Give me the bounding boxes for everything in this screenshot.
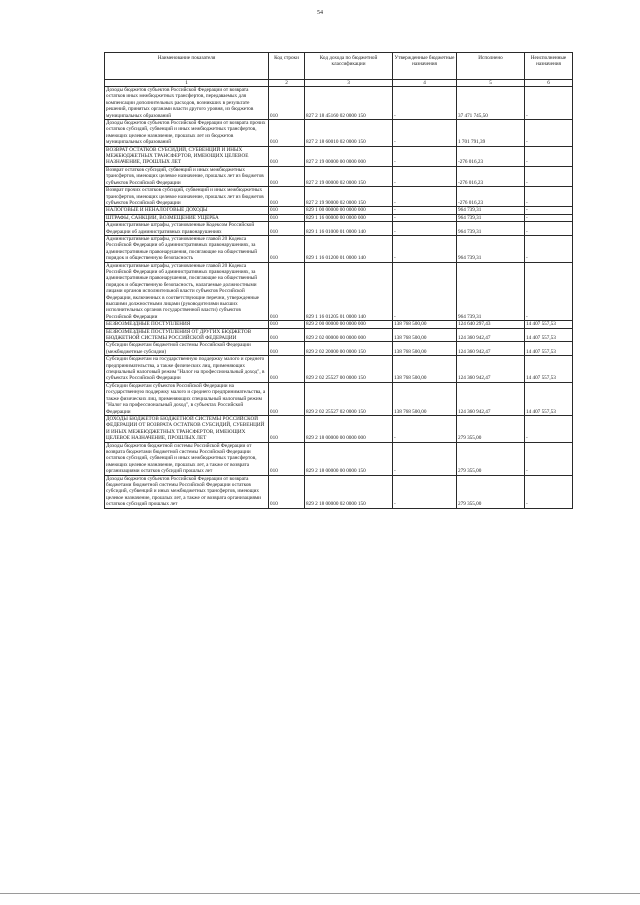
executed-cell: 964 739,31	[457, 235, 525, 262]
table-row	[105, 166, 573, 186]
unexecuted-cell: -	[525, 87, 573, 120]
indicator-name-cell: БЕЗВОЗМЕЗДНЫЕ ПОСТУПЛЕНИЯ	[105, 321, 269, 328]
unexecuted-cell: -	[525, 120, 573, 147]
line-code-cell: 010	[269, 262, 305, 321]
indicator-name-cell: БЕЗВОЗМЕЗДНЫЕ ПОСТУПЛЕНИЯ ОТ ДРУГИХ БЮДЖЕТОВ БЮДЖЕТНОЙ СИСТЕМЫ РОССИЙСКОЙ ФЕДЕРАЦИИ	[105, 328, 269, 342]
line-code-cell: 010	[269, 87, 305, 120]
line-code-cell: 010	[269, 166, 305, 186]
executed-cell: 279 355,00	[457, 442, 525, 475]
page-bottom-rule	[0, 893, 640, 894]
income-code-cell: 829 2 02 00000 00 0000 000	[305, 328, 393, 342]
line-code-cell: 010	[269, 222, 305, 236]
line-code-cell: 010	[269, 120, 305, 147]
indicator-name-cell: Доходы бюджетов субъектов Российской Федерации от возврата прочих остатков субсидий, субвенций и иных межбюджетных трансфертов, имеющих целевое назначение, прошлых лет из бюджетов муниципальных образований	[105, 120, 269, 147]
table-row	[105, 87, 573, 120]
column-number: 6	[525, 80, 573, 87]
indicator-name-cell: Доходы бюджетов бюджетной системы Российской Федерации от возврата бюджетами бюджетной системы Российской Федерации остатков субсидий, субвенций и иных межбюджетных трансфертов, имеющих целевое назначение, прошлых лет, а также от возврата организациями остатков субсидий прошлых лет	[105, 442, 269, 475]
unexecuted-cell: 14 407 557,53	[525, 382, 573, 415]
approved-cell: -	[393, 415, 457, 442]
indicator-name-cell: Доходы бюджетов субъектов Российской Федерации от возврата бюджетами бюджетной системы Российской Федерации остатков субсидий, субвенций и иных межбюджетных трансфертов, имеющих целевое назначение, прошлых лет, а также от возврата организациями остатков субсидий прошлых лет	[105, 475, 269, 508]
table-row	[105, 415, 573, 442]
executed-cell: 964 739,31	[457, 262, 525, 321]
executed-cell: -276 016,23	[457, 166, 525, 186]
approved-cell: -	[393, 442, 457, 475]
unexecuted-cell: -	[525, 166, 573, 186]
line-code-cell: 010	[269, 214, 305, 221]
line-code-cell: 010	[269, 382, 305, 415]
approved-cell: -	[393, 222, 457, 236]
executed-cell: 964 739,31	[457, 222, 525, 236]
table-row	[105, 146, 573, 166]
income-code-cell: 827 2 18 45160 02 0000 150	[305, 87, 393, 120]
table-row	[105, 235, 573, 262]
indicator-name-cell: ДОХОДЫ БЮДЖЕТОВ БЮДЖЕТНОЙ СИСТЕМЫ РОССИЙСКОЙ ФЕДЕРАЦИИ ОТ ВОЗВРАТА ОСТАТКОВ СУБСИДИЙ, СУБВЕНЦИЙ И ИНЫХ МЕЖБЮДЖЕТНЫХ ТРАНСФЕРТОВ, ИМЕЮЩИХ ЦЕЛЕВОЕ НАЗНАЧЕНИЕ, ПРОШЛЫХ ЛЕТ	[105, 415, 269, 442]
executed-cell: 964 739,31	[457, 214, 525, 221]
table-row	[105, 207, 573, 214]
header-unexecuted: Неисполненные назначения	[525, 53, 573, 80]
approved-cell: -	[393, 207, 457, 214]
approved-cell: -	[393, 235, 457, 262]
header-income-code: Код дохода по бюджетной классификации	[305, 53, 393, 80]
line-code-cell: 010	[269, 235, 305, 262]
line-code-cell: 010	[269, 442, 305, 475]
approved-cell: -	[393, 146, 457, 166]
approved-cell: 138 768 500,00	[393, 328, 457, 342]
indicator-name-cell: Субсидии бюджетам субъектов Российской Федерации на государственную поддержку малого и среднего предпринимательства, а также физических лиц, применяющих специальный налоговый режим "Налог на профессиональный доход", в субъектах Российской Федерации	[105, 382, 269, 415]
income-code-cell: 827 2 19 00000 02 0000 150	[305, 166, 393, 186]
header-line-code: Код строки	[269, 53, 305, 80]
column-number: 2	[269, 80, 305, 87]
approved-cell: 138 768 500,00	[393, 356, 457, 383]
approved-cell: -	[393, 187, 457, 207]
line-code-cell: 010	[269, 207, 305, 214]
executed-cell: 124 360 942,47	[457, 356, 525, 383]
executed-cell: 1 701 791,39	[457, 120, 525, 147]
header-executed: Исполнено	[457, 53, 525, 80]
unexecuted-cell: 14 407 557,53	[525, 342, 573, 356]
executed-cell: 124 360 942,47	[457, 382, 525, 415]
income-code-cell: 829 1 16 00000 00 0000 000	[305, 214, 393, 221]
approved-cell: -	[393, 262, 457, 321]
income-code-cell: 829 1 16 01200 01 0000 140	[305, 235, 393, 262]
indicator-name-cell: Административные штрафы, установленные главой 20 Кодекса Российской Федерации об административных правонарушениях, за административные правонарушения, посягающие на общественный порядок и общественную безопасность	[105, 235, 269, 262]
header-indicator-name: Наименование показателя	[105, 53, 269, 80]
income-code-cell: 829 2 02 25527 00 0000 150	[305, 356, 393, 383]
line-code-cell: 010	[269, 321, 305, 328]
unexecuted-cell: -	[525, 235, 573, 262]
unexecuted-cell: -	[525, 222, 573, 236]
executed-cell: 124 360 942,47	[457, 328, 525, 342]
income-code-cell: 827 2 18 60010 02 0000 150	[305, 120, 393, 147]
unexecuted-cell: -	[525, 207, 573, 214]
indicator-name-cell: НАЛОГОВЫЕ И НЕНАЛОГОВЫЕ ДОХОДЫ	[105, 207, 269, 214]
line-code-cell: 010	[269, 356, 305, 383]
income-code-cell: 829 2 02 20000 00 0000 150	[305, 342, 393, 356]
indicator-name-cell: Возврат остатков субсидий, субвенций и иных межбюджетных трансфертов, имеющих целевое назначение, прошлых лет из бюджетов субъектов Российской Федерации	[105, 166, 269, 186]
unexecuted-cell: -	[525, 146, 573, 166]
executed-cell: 279 355,00	[457, 475, 525, 508]
indicator-name-cell: Субсидии бюджетам на государственную поддержку малого и среднего предпринимательства, а также физических лиц, применяющих специальный налоговый режим "Налог на профессиональный доход", в субъектах Российской Федерации	[105, 356, 269, 383]
column-number-row	[105, 80, 573, 87]
table-row	[105, 262, 573, 321]
indicator-name-cell: ВОЗВРАТ ОСТАТКОВ СУБСИДИЙ, СУБВЕНЦИЙ И ИНЫХ МЕЖБЮДЖЕТНЫХ ТРАНСФЕРТОВ, ИМЕЮЩИХ ЦЕЛЕВОЕ НАЗНАЧЕНИЕ, ПРОШЛЫХ ЛЕТ	[105, 146, 269, 166]
income-code-cell: 829 2 18 00000 02 0000 150	[305, 475, 393, 508]
table-row	[105, 120, 573, 147]
executed-cell: 124 360 942,47	[457, 342, 525, 356]
column-number: 5	[457, 80, 525, 87]
unexecuted-cell: -	[525, 442, 573, 475]
column-number: 3	[305, 80, 393, 87]
line-code-cell: 010	[269, 187, 305, 207]
table-body	[105, 87, 573, 509]
income-code-cell: 829 2 00 00000 00 0000 000	[305, 321, 393, 328]
income-code-cell: 829 2 02 25527 02 0000 150	[305, 382, 393, 415]
header-approved: Утвержденные бюджетные назначения	[393, 53, 457, 80]
unexecuted-cell: 14 407 557,53	[525, 328, 573, 342]
line-code-cell: 010	[269, 146, 305, 166]
table-row	[105, 222, 573, 236]
indicator-name-cell: Доходы бюджетов субъектов Российской Федерации от возврата остатков иных межбюджетных трансфертов, передаваемых для компенсации дополнительных расходов, возникших в результате решений, принятых органами власти другого уровня, из бюджетов муниципальных образований	[105, 87, 269, 120]
executed-cell: 124 640 297,43	[457, 321, 525, 328]
unexecuted-cell: 14 407 557,53	[525, 321, 573, 328]
approved-cell: 138 768 500,00	[393, 342, 457, 356]
income-code-cell: 829 2 18 00000 00 0000 000	[305, 415, 393, 442]
indicator-name-cell: Административные штрафы, установленные главой 20 Кодекса Российской Федерации об административных правонарушениях, за административные правонарушения, посягающие на общественный порядок и общественную безопасность, налагаемые должностными лицами органов исполнительной власти субъектов Российской Федерации, включенных в соответствующие перечни, утвержденные высшими должностными лицами (руководителями высших исполнительных органов государственной власти) субъектов Российской Федерации	[105, 262, 269, 321]
income-code-cell: 829 1 16 01000 01 0000 140	[305, 222, 393, 236]
line-code-cell: 010	[269, 415, 305, 442]
table-row	[105, 321, 573, 328]
table-row	[105, 187, 573, 207]
income-code-cell: 829 2 18 00000 00 0000 150	[305, 442, 393, 475]
approved-cell: -	[393, 166, 457, 186]
budget-report-table	[104, 52, 573, 509]
approved-cell: -	[393, 120, 457, 147]
approved-cell: -	[393, 87, 457, 120]
unexecuted-cell: -	[525, 262, 573, 321]
indicator-name-cell: ШТРАФЫ, САНКЦИИ, ВОЗМЕЩЕНИЕ УЩЕРБА	[105, 214, 269, 221]
column-number: 4	[393, 80, 457, 87]
income-code-cell: 829 1 00 00000 00 0000 000	[305, 207, 393, 214]
approved-cell: 138 768 500,00	[393, 382, 457, 415]
table-row	[105, 342, 573, 356]
unexecuted-cell: -	[525, 415, 573, 442]
indicator-name-cell: Субсидии бюджетам бюджетной системы Российской Федерации (межбюджетные субсидии)	[105, 342, 269, 356]
indicator-name-cell: Возврат прочих остатков субсидий, субвенций и иных межбюджетных трансфертов, имеющих целевое назначение, прошлых лет из бюджетов субъектов Российской Федерации	[105, 187, 269, 207]
approved-cell: -	[393, 475, 457, 508]
table-row	[105, 214, 573, 221]
table-row	[105, 382, 573, 415]
column-number: 1	[105, 80, 269, 87]
executed-cell: -276 016,23	[457, 187, 525, 207]
approved-cell: -	[393, 214, 457, 221]
executed-cell: 37 471 745,50	[457, 87, 525, 120]
executed-cell: -276 016,23	[457, 146, 525, 166]
header-row	[105, 53, 573, 80]
line-code-cell: 010	[269, 475, 305, 508]
table-row	[105, 475, 573, 508]
indicator-name-cell: Административные штрафы, установленные Кодексом Российской Федерации об административных правонарушениях	[105, 222, 269, 236]
line-code-cell: 010	[269, 342, 305, 356]
line-code-cell: 010	[269, 328, 305, 342]
unexecuted-cell: -	[525, 475, 573, 508]
table-row	[105, 328, 573, 342]
page-number: 54	[317, 10, 323, 16]
unexecuted-cell: -	[525, 214, 573, 221]
income-code-cell: 827 2 19 00000 00 0000 000	[305, 146, 393, 166]
income-code-cell: 829 1 16 01205 01 0000 140	[305, 262, 393, 321]
unexecuted-cell: 14 407 557,53	[525, 356, 573, 383]
table-row	[105, 442, 573, 475]
approved-cell: 138 768 500,00	[393, 321, 457, 328]
executed-cell: 279 355,00	[457, 415, 525, 442]
income-code-cell: 827 2 19 90000 02 0000 150	[305, 187, 393, 207]
executed-cell: 964 739,31	[457, 207, 525, 214]
table-row	[105, 356, 573, 383]
unexecuted-cell: -	[525, 187, 573, 207]
